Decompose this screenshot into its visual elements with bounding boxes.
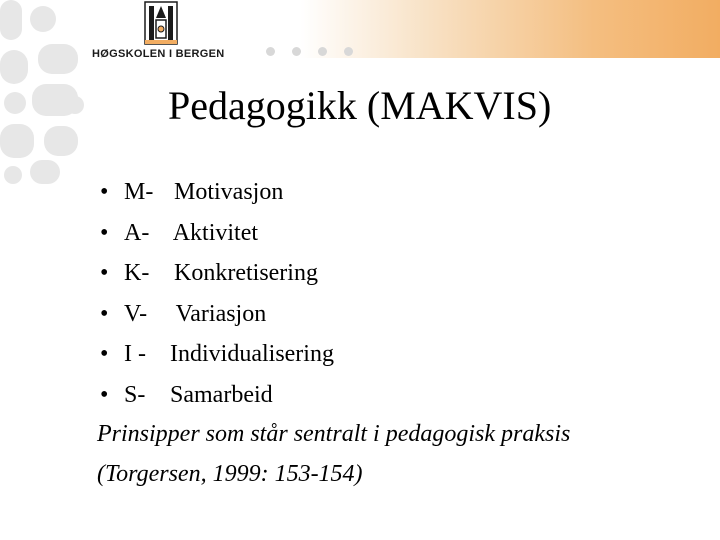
bullet-icon: • [100, 219, 109, 246]
makvis-list [100, 172, 334, 415]
item-word: Aktivitet [172, 219, 259, 246]
bullet-icon: • [100, 300, 109, 327]
list-item [100, 294, 334, 335]
list-item [100, 375, 334, 416]
item-word: Variasjon [175, 300, 267, 327]
item-letter: K- [124, 260, 150, 286]
item-letter: A- [124, 219, 150, 246]
item-letter: M- [124, 179, 154, 205]
bullet-icon: • [100, 341, 109, 367]
bullet-icon: • [100, 381, 109, 408]
bullet-icon: • [100, 179, 109, 205]
item-word: Konkretisering [174, 260, 318, 286]
college-name: HØGSKOLEN I BERGEN [92, 48, 225, 60]
item-word: Motivasjon [174, 179, 284, 205]
list-item [100, 213, 334, 254]
item-letter: S- [124, 381, 146, 408]
item-word: Individualisering [170, 341, 334, 367]
list-item [100, 334, 334, 375]
source-note [97, 414, 570, 494]
list-item [100, 172, 334, 213]
note-line: Prinsipper som står sentralt i pedagogisk praksis [97, 421, 571, 447]
item-word: Samarbeid [170, 381, 273, 408]
bullet-icon: • [100, 260, 109, 286]
college-building-icon [144, 0, 178, 46]
citation: (Torgersen, 1999: 153-154) [97, 461, 363, 487]
item-letter: I - [124, 341, 146, 367]
college-logo [92, 0, 242, 66]
item-letter: V- [124, 300, 148, 327]
header-dots [266, 47, 366, 57]
slide-title: Pedagogikk (MAKVIS) [168, 83, 552, 128]
list-item [100, 253, 334, 294]
